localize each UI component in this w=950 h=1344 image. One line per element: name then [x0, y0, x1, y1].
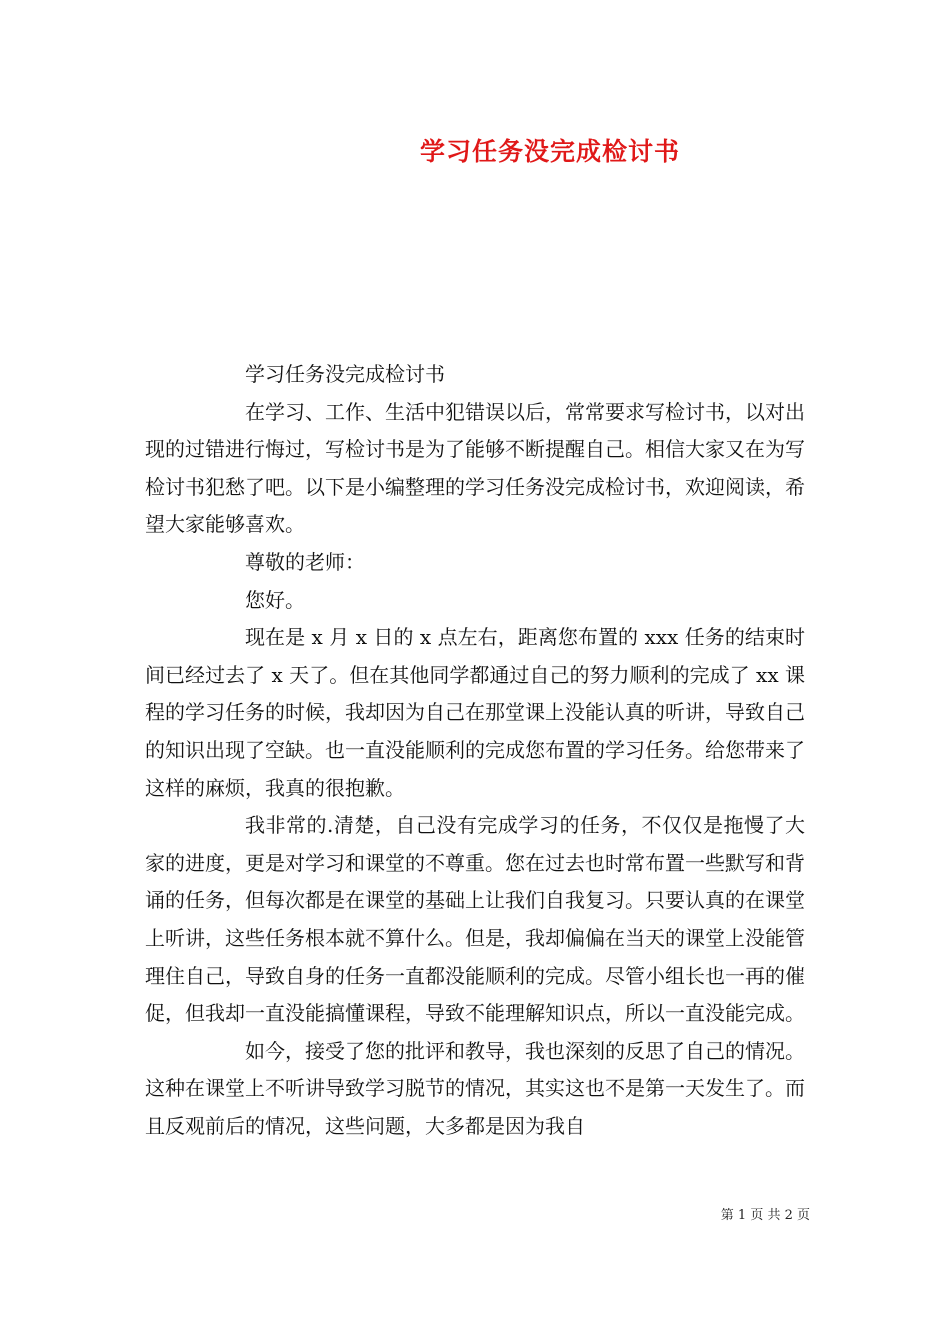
paragraph-intro: 在学习、工作、生活中犯错误以后，常常要求写检讨书，以对出现的过错进行悔过，写检讨书是为了能够不断提醒自己。相信大家又在为写检讨书犯愁了吧。以下是小编整理的学习任务没完成检讨书，欢迎阅读，希望大家能够喜欢。	[145, 399, 805, 537]
paragraph-salutation: 尊敬的老师：	[245, 549, 365, 574]
document-body	[145, 356, 805, 1145]
paragraph-greeting: 您好。	[245, 587, 305, 612]
paragraph-body-3: 如今，接受了您的批评和教导，我也深刻的反思了自己的情况。这种在课堂上不听讲导致学习脱节的情况，其实这也不是第一天发生了。而且反观前后的情况，这些问题，大多都是因为我自	[145, 1038, 805, 1138]
paragraph-subtitle: 学习任务没完成检讨书	[245, 362, 445, 386]
page-number-footer: 第 1 页 共 2 页	[720, 1208, 810, 1223]
paragraph-body-2: 我非常的.清楚，自己没有完成学习的任务，不仅仅是拖慢了大家的进度，更是对学习和课堂的不尊重。您在过去也时常布置一些默写和背诵的任务，但每次都是在课堂的基础上让我们自我复习。只要认真的在课堂上听讲，这些任务根本就不算什么。但是，我却偏偏在当天的课堂上没能管理住自己，导致自身的任务一直都没能顺利的完成。尽管小组长也一再的催促，但我却一直没能搞懂课程，导致不能理解知识点，所以一直没能完成。	[145, 813, 805, 1026]
document-title: 学习任务没完成检讨书	[419, 137, 680, 166]
paragraph-body-1: 现在是 x 月 x 日的 x 点左右，距离您布置的 xxx 任务的结束时间已经过去了 x 天了。但在其他同学都通过自己的努力顺利的完成了 xx 课程的学习任务的时候，我却因为自己在那堂课上没能认真的听讲，导致自己的知识出现了空缺。也一直没能顺利的完成您布置的学习任务。给您带来了这样的麻烦，我真的很抱歉。	[145, 625, 805, 800]
